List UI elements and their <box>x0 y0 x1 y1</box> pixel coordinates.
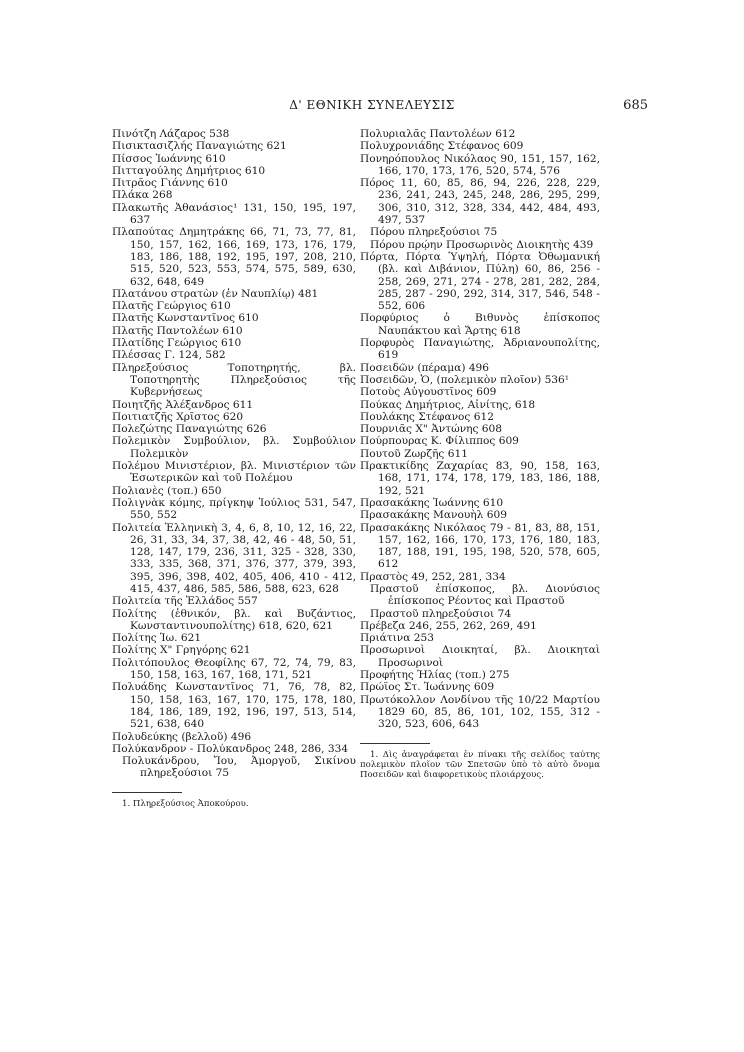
index-entry: Πλατίδης Γεώργιος 610 <box>112 337 242 350</box>
index-entry: Ποσειδῶν, Ὁ, (πολεμικὸν πλοῖον) 536¹ <box>360 373 570 386</box>
index-entry: Πολιανὲς (τοπ.) 650 <box>112 484 222 497</box>
page-number: 685 <box>623 98 648 113</box>
footnote-divider <box>360 743 430 744</box>
right-column <box>360 128 600 780</box>
footnote-divider <box>112 792 182 793</box>
index-entry: Πρωτόκολλον Λονδίνου τῆς 10/22 Μαρτίου 1829 60, 85, 86, 101, 102, 155, 312 - 320, 523, 606, 643 <box>360 693 600 731</box>
left-index-entries <box>112 128 356 780</box>
index-entry: Πραστοῦ ἐπίσκοπος, βλ. Διονύσιος ἐπίσκοπος Ρέοντος καὶ Πραστοῦ <box>370 582 600 608</box>
index-entry: Πολιτεία Ἑλληνικὴ 3, 4, 6, 8, 10, 12, 16, 22, 26, 31, 33, 34, 37, 38, 42, 46 - 48, 50, 51, 128, 147, 179, 236, 311, 325 - 328, 330, 333, 335, 368, 371, 376, 377, 379, 393, 395, 396, 398, 402, 405, 406, 410 - 412, 415, 437, 486, 585, 586, 588, 623, 628 <box>112 521 356 595</box>
index-entry: Πολυδεύκης (βελλοῦ) 496 <box>112 730 252 743</box>
left-footnote: 1. Πληρεξούσιος Ἀποκούρου. <box>122 798 249 809</box>
index-entry: Ποσειδῶν (πέραμα) 496 <box>360 361 490 374</box>
index-entry: Πιτρᾶος Γιάννης 610 <box>112 177 228 190</box>
index-entry: Πολιτεία τῆς Ἑλλάδος 557 <box>112 595 258 608</box>
page-header <box>0 98 744 118</box>
index-entry: Πολυχρονιάδης Στέφανος 609 <box>360 140 524 153</box>
index-entry: Πληρεξούσιος Τοποτηρητής, βλ. Τοποτηρητὴς Πληρεξούσιος τῆς Κυβερνήσεως <box>112 361 356 399</box>
index-entry: Πλέσσας Γ. 124, 582 <box>112 349 226 362</box>
index-entry: Πολυριαλᾶς Παντολέων 612 <box>360 128 516 140</box>
index-entry: Πολέμου Μινιστέριον, βλ. Μινιστέριον τῶν Ἐσωτερικῶν καὶ τοῦ Πολέμου <box>112 460 356 485</box>
index-entry: Πρέβεζα 246, 255, 262, 269, 491 <box>360 619 537 632</box>
index-entry: Πλάκα 268 <box>112 189 173 202</box>
index-entry: Πολύκανδρον - Πολύκανδρος 248, 286, 334 <box>112 742 349 755</box>
index-entry: Πραστὸς 49, 252, 281, 334 <box>360 570 506 583</box>
index-entry: Προφήτης Ἠλίας (τοπ.) 275 <box>360 669 510 682</box>
index-entry: Πολίτης (ἐθνικόν, βλ. καὶ Βυζάντιος, Κωνσταντινουπολίτης) 618, 620, 621 <box>112 607 356 632</box>
index-entry: Πρασακάκης Νικόλαος 79 - 81, 83, 88, 151, 157, 162, 166, 170, 173, 176, 180, 183, 187, 188, 191, 195, 198, 520, 578, 605, 612 <box>360 521 600 571</box>
index-entry: Πολιτόπουλος Θεοφίλης 67, 72, 74, 79, 83, 150, 158, 163, 167, 168, 171, 521 <box>112 656 356 682</box>
index-entry: Πολιγνὰκ κόμης, πρίγκηψ Ἰούλιος 531, 547, 550, 552 <box>112 496 356 522</box>
index-entry: Πόρου πληρεξούσιοι 75 <box>370 226 498 239</box>
index-entry: Πορφυρὸς Παναγιώτης, Ἀδριανουπολίτης, 619 <box>360 337 600 362</box>
index-entry: Πίσσος Ἰωάννης 610 <box>112 152 226 165</box>
index-entry: Πουτοῦ Ζωρζῆς 611 <box>360 447 468 460</box>
index-entry: Πινότζη Λάζαρος 538 <box>112 128 230 140</box>
right-footnote: 1. Δὶς ἀναγράφεται ἐν πίνακι τῆς σελίδος ταύτης πολεμικὸν πλοῖον τῶν Σπετσῶν ὑπὸ τὸ αὐτὸ ὄνομα Ποσειδῶν καὶ διαφορετικοὺς πλοιάρχους. <box>360 749 600 780</box>
index-entry: Πολυάδης Κωνσταντῖνος 71, 76, 78, 82, 150, 158, 163, 167, 170, 175, 178, 180, 184, 186, 189, 192, 196, 197, 513, 514, 521, 638, 640 <box>112 681 356 731</box>
index-entry: Πλατάνου στρατὼν (ἐν Ναυπλίῳ) 481 <box>112 287 319 300</box>
index-entry: Πραστοῦ πληρεξούσιοι 74 <box>370 607 512 620</box>
right-index-entries <box>360 128 600 731</box>
index-entry: Πόρος 11, 60, 85, 86, 94, 226, 228, 229, 236, 241, 243, 245, 248, 286, 295, 299, 306, 310, 312, 328, 334, 442, 484, 493, 497, 537 <box>360 177 600 227</box>
index-entry: Πολεμικὸν Συμβούλιον, βλ. Συμβούλιον Πολεμικὸν <box>112 435 356 460</box>
index-entry: Πολυκάνδρου, Ἴου, Ἀμοργοῦ, Σικίνου πληρεξούσιοι 75 <box>122 755 356 780</box>
index-entry: Πιτταγούλης Δημήτριος 610 <box>112 164 266 177</box>
index-entry: Προσωρινοὶ Διοικηταί, βλ. Διοικηταὶ Προσωρινοὶ <box>360 644 600 669</box>
index-entry: Πλατῆς Γεώργιος 610 <box>112 300 231 313</box>
index-entry: Πούρπουρας Κ. Φίλιππος 609 <box>360 435 519 448</box>
index-entry: Πορφύριος ὁ Βιθυνὸς ἐπίσκοπος Ναυπάκτου καὶ Ἄρτης 618 <box>360 312 600 337</box>
index-entry: Πολίτης Ἰω. 621 <box>112 632 202 645</box>
index-entry: Πλαπούτας Δημητράκης 66, 71, 73, 77, 81, 150, 157, 162, 166, 169, 173, 176, 179, 183, 186, 188, 192, 195, 197, 208, 210, 515, 520, 523, 553, 574, 575, 589, 630, 632, 648, 649 <box>112 226 356 288</box>
index-entry: Πλακωτῆς Ἀθανάσιος¹ 131, 150, 195, 197, 637 <box>112 201 356 227</box>
index-entry: Πουλάκης Στέφανος 612 <box>360 410 494 423</box>
index-entry: Πισικτασιζλής Παναγιώτης 621 <box>112 140 287 153</box>
index-entry: Πόρου πρῴην Προσωρινὸς Διοικητὴς 439 <box>370 238 594 251</box>
index-entry: Ποιητζῆς Ἀλέξανδρος 611 <box>112 398 254 411</box>
index-entry: Πριάτινα 253 <box>360 632 434 645</box>
index-entry: Πολίτης Χ" Γρηγόρης 621 <box>112 644 251 657</box>
index-entry: Πόρτα, Πόρτα Ὑψηλή, Πόρτα Ὀθωμανική (βλ. καὶ Διβάνιον, Πύλη) 60, 86, 256 - 258, 269, 271, 274 - 278, 281, 282, 284, 285, 287 - 290, 292, 314, 317, 546, 548 - 552, 606 <box>360 250 600 313</box>
index-entry: Ποιτιατζῆς Χρῖστος 620 <box>112 410 244 423</box>
index-entry: Πρακτικίδης Ζαχαρίας 83, 90, 158, 163, 168, 171, 174, 178, 179, 183, 186, 188, 192, 521 <box>360 460 600 497</box>
index-entry: Πρώϊος Στ. Ἰωάννης 609 <box>360 681 495 694</box>
index-entry: Πούκας Δημήτριος, Αἰνίτης, 618 <box>360 398 536 411</box>
index-entry: Πολεζώτης Παναγιώτης 626 <box>112 423 267 436</box>
index-entry: Ποτοὺς Αὐγουστῖνος 609 <box>360 386 497 399</box>
index-entry: Πρασακάκης Μανουὴλ 609 <box>360 509 507 522</box>
index-entry: Πονηρόπουλος Νικόλαος 90, 151, 157, 162, 166, 170, 173, 176, 520, 574, 576 <box>360 152 600 177</box>
index-entry: Πρασακάκης Ἰωάννης 610 <box>360 496 504 509</box>
index-entry: Πλατῆς Κωνσταντῖνος 610 <box>112 312 259 325</box>
left-column <box>112 128 356 809</box>
index-entry: Πλατῆς Παντολέων 610 <box>112 324 243 337</box>
index-entry: Πουρνιᾶς Χ" Ἀντώνης 608 <box>360 423 503 436</box>
running-head: Δ' ΕΘΝΙΚΗ ΣΥΝΕΛΕΥΣΙΣ <box>289 98 455 112</box>
